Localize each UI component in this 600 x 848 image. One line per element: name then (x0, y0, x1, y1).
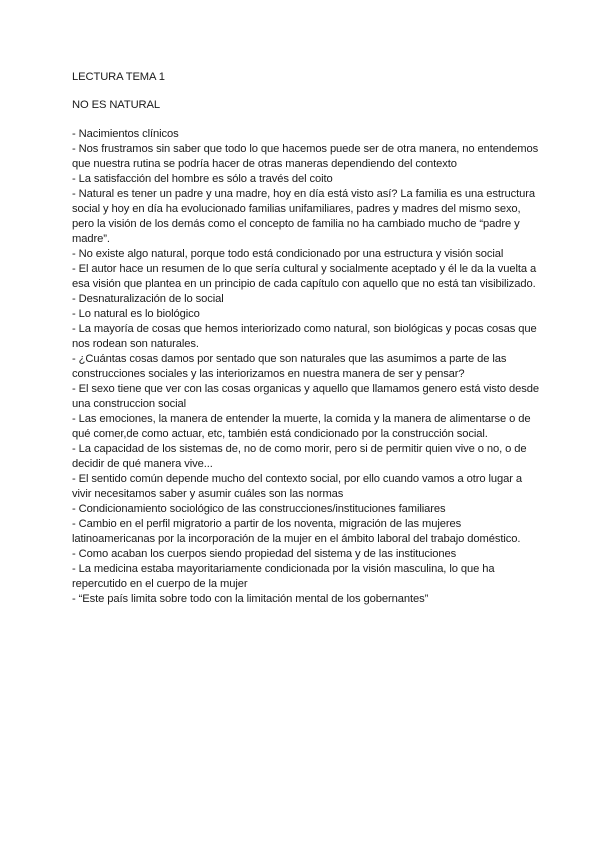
note-item: - El autor hace un resumen de lo que sería cultural y socialmente aceptado y él le da la vuelta a esa visión que plantea en un principio de cada capítulo con aquello que no está tan visibilizado. (72, 263, 537, 290)
note-item: - Nos frustramos sin saber que todo lo que hacemos puede ser de otra manera, no entendemos que nuestra rutina se podría hacer de otras maneras dependiendo del contexto (72, 143, 539, 170)
note-item: - El sexo tiene que ver con las cosas organicas y aquello que llamamos genero está visto desde una construccion social (72, 383, 539, 410)
note-item: - ¿Cuántas cosas damos por sentado que son naturales que las asumimos a parte de las construcciones sociales y las interiorizamos en nuestra manera de ser y pensar? (72, 353, 507, 380)
note-item: - Desnaturalización de lo social (72, 293, 224, 305)
document-title: LECTURA TEMA 1 (72, 71, 165, 83)
note-item: - Nacimientos clínicos (72, 128, 179, 140)
note-item: - La medicina estaba mayoritariamente condicionada por la visión masculina, lo que ha repercutido en el cuerpo de la mujer (72, 563, 495, 590)
document-page (72, 70, 542, 607)
note-item: - Las emociones, la manera de entender la muerte, la comida y la manera de alimentarse o de qué comer,de como actuar, etc, también está condicionado por la construcción social. (72, 413, 531, 440)
note-item: - “Este país limita sobre todo con la limitación mental de los gobernantes” (72, 593, 429, 605)
note-item: - La mayoría de cosas que hemos interiorizado como natural, son biológicas y pocas cosas que nos rodean son naturales. (72, 323, 537, 350)
note-item: - Lo natural es lo biológico (72, 308, 200, 320)
note-item: - No existe algo natural, porque todo está condicionado por una estructura y visión social (72, 248, 504, 260)
document-subtitle: NO ES NATURAL (72, 99, 161, 111)
note-item: - Condicionamiento sociológico de las construcciones/instituciones familiares (72, 503, 446, 515)
note-item: - Cambio en el perfil migratorio a partir de los noventa, migración de las mujeres latinoamericanas por la incorporación de la mujer en el ámbito laboral del trabajo doméstico. (72, 518, 521, 545)
note-item: - Natural es tener un padre y una madre, hoy en día está visto así? La familia es una estructura social y hoy en día ha evolucionado familias unifamiliares, padres y madres del mismo sexo, pero la visión de los demás como el concepto de familia no ha cambiado mucho de “padre y madre”. (72, 188, 536, 245)
note-item: - La capacidad de los sistemas de, no de como morir, pero si de permitir quien vive o no, o de decidir de qué manera vive... (72, 443, 527, 470)
notes-list (72, 127, 542, 607)
note-item: - Como acaban los cuerpos siendo propiedad del sistema y de las instituciones (72, 548, 457, 560)
note-item: - La satisfacción del hombre es sólo a través del coito (72, 173, 333, 185)
note-item: - El sentido común depende mucho del contexto social, por ello cuando vamos a otro lugar a vivir necesitamos saber y asumir cuáles son las normas (72, 473, 522, 500)
